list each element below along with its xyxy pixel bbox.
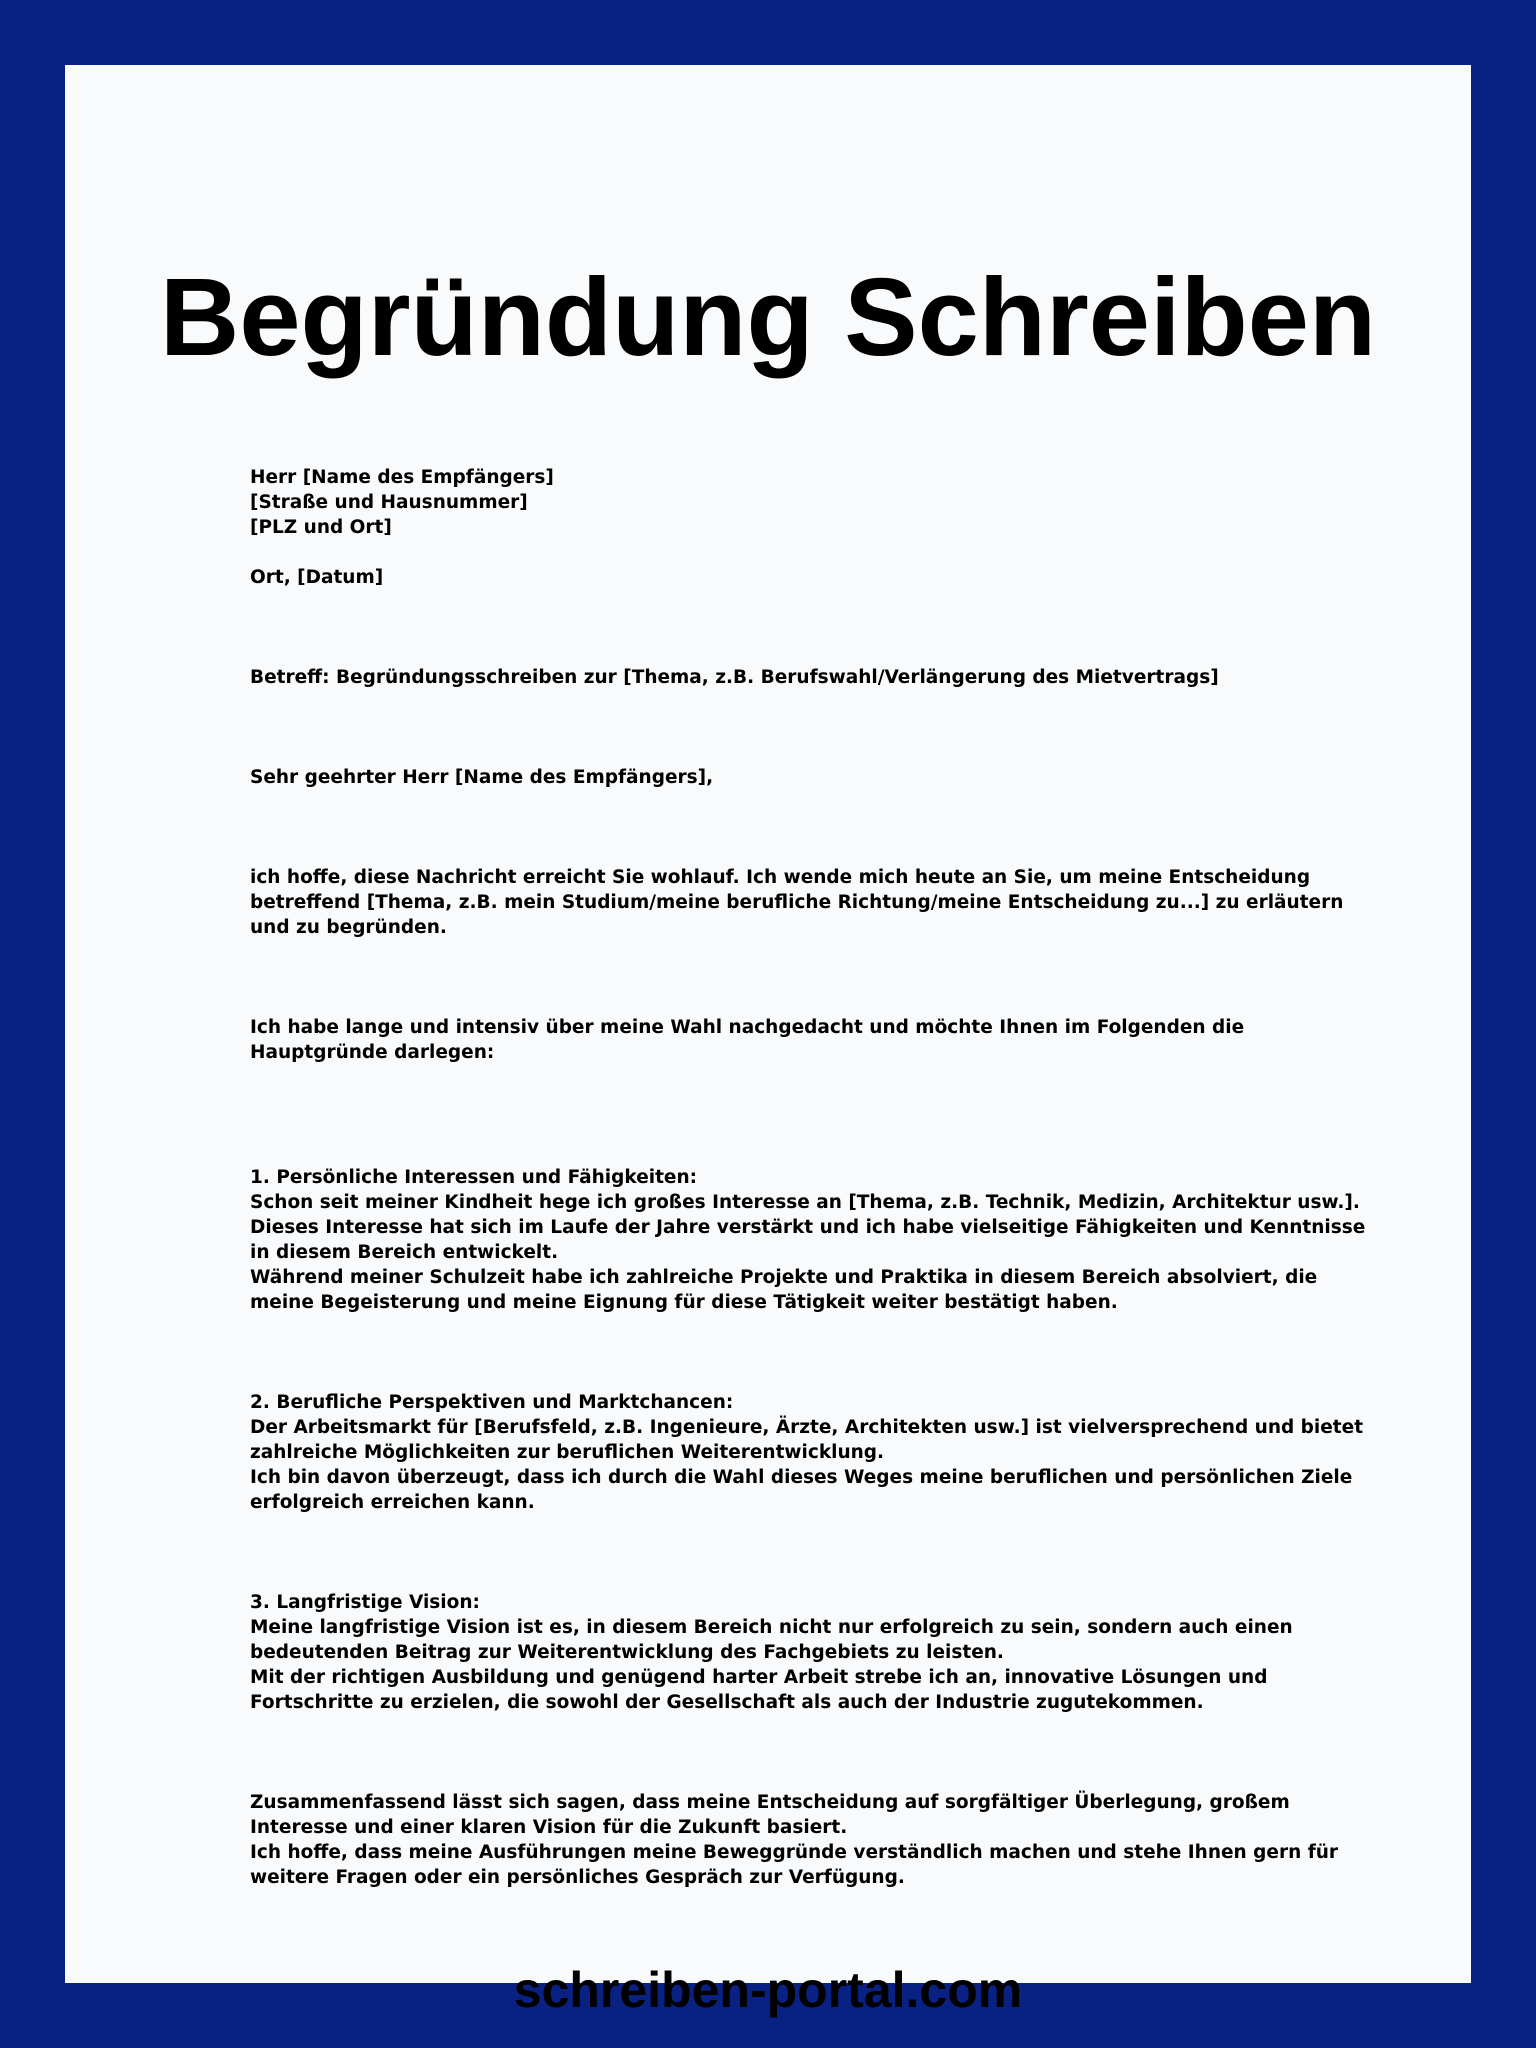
lead-paragraph (250, 1015, 1380, 1065)
section-line: Schon seit meiner Kindheit hege ich großes Interesse an [Thema, z.B. Technik, Medizin, Architektur usw.]. (250, 1192, 1360, 1213)
section-line: in diesem Bereich entwickelt. (250, 1242, 559, 1263)
intro-line: und zu begründen. (250, 917, 447, 938)
place-date: Ort, [Datum] (250, 567, 384, 588)
section-heading: 3. Langfristige Vision: (250, 1592, 480, 1613)
section-line: zahlreiche Möglichkeiten zur beruflichen Weiterentwicklung. (250, 1442, 885, 1463)
section-line: Meine langfristige Vision ist es, in diesem Bereich nicht nur erfolgreich zu sein, sondern auch einen (250, 1617, 1293, 1638)
section-line: Während meiner Schulzeit habe ich zahlreiche Projekte und Praktika in diesem Bereich absolviert, die (250, 1267, 1318, 1288)
section-line: Der Arbeitsmarkt für [Berufsfeld, z.B. Ingenieure, Ärzte, Architekten usw.] ist vielversprechend und bietet (250, 1417, 1364, 1438)
recipient-name: Herr [Name des Empfängers] (250, 467, 554, 488)
conclusion-line: Zusammenfassend lässt sich sagen, dass meine Entscheidung auf sorgfältiger Überlegung, großem (250, 1792, 1290, 1813)
section-line: meine Begeisterung und meine Eignung für diese Tätigkeit weiter bestätigt haben. (250, 1292, 1118, 1313)
section-personal-interests (250, 1165, 1380, 1315)
section-heading: 1. Persönliche Interessen und Fähigkeiten: (250, 1167, 698, 1188)
salutation: Sehr geehrter Herr [Name des Empfängers], (250, 767, 714, 788)
lead-line: Hauptgründe darlegen: (250, 1042, 495, 1063)
document-page (65, 65, 1471, 2018)
site-footer-url: schreiben-portal.com (513, 1962, 1023, 2018)
section-career-perspectives (250, 1390, 1380, 1515)
intro-line: ich hoffe, diese Nachricht erreicht Sie wohlauf. Ich wende mich heute an Sie, um meine Entscheidung (250, 867, 1311, 888)
section-line: Fortschritte zu erzielen, die sowohl der Gesellschaft als auch der Industrie zugutekommen. (250, 1692, 1204, 1713)
subject-line: Betreff: Begründungsschreiben zur [Thema, z.B. Berufswahl/Verlängerung des Mietvertrags] (250, 667, 1219, 688)
recipient-street: [Straße und Hausnummer] (250, 492, 528, 513)
conclusion-line: Ich hoffe, dass meine Ausführungen meine Beweggründe verständlich machen und stehe Ihnen gern für (250, 1842, 1339, 1863)
section-line: bedeutenden Beitrag zur Weiterentwicklung des Fachgebiets zu leisten. (250, 1642, 1004, 1663)
lead-line: Ich habe lange und intensiv über meine Wahl nachgedacht und möchte Ihnen im Folgenden die (250, 1017, 1245, 1038)
section-line: Dieses Interesse hat sich im Laufe der Jahre verstärkt und ich habe vielseitige Fähigkeiten und Kenntnisse (250, 1217, 1366, 1238)
recipient-address (250, 465, 1380, 540)
conclusion-line: weitere Fragen oder ein persönliches Gespräch zur Verfügung. (250, 1867, 905, 1888)
section-line: erfolgreich erreichen kann. (250, 1492, 535, 1513)
section-long-term-vision (250, 1590, 1380, 1715)
page-title: Begründung Schreiben (159, 256, 1377, 379)
letter-body (250, 465, 1380, 1890)
section-line: Mit der richtigen Ausbildung und genügend harter Arbeit strebe ich an, innovative Lösungen und (250, 1667, 1268, 1688)
conclusion-paragraph (250, 1790, 1380, 1890)
section-heading: 2. Berufliche Perspektiven und Marktchancen: (250, 1392, 734, 1413)
intro-line: betreffend [Thema, z.B. mein Studium/meine berufliche Richtung/meine Entscheidung zu...] zu erläutern (250, 892, 1344, 913)
section-line: Ich bin davon überzeugt, dass ich durch die Wahl dieses Weges meine beruflichen und persönlichen Ziele (250, 1467, 1353, 1488)
recipient-city: [PLZ und Ort] (250, 517, 392, 538)
conclusion-line: Interesse und einer klaren Vision für die Zukunft basiert. (250, 1817, 848, 1838)
intro-paragraph (250, 865, 1380, 940)
